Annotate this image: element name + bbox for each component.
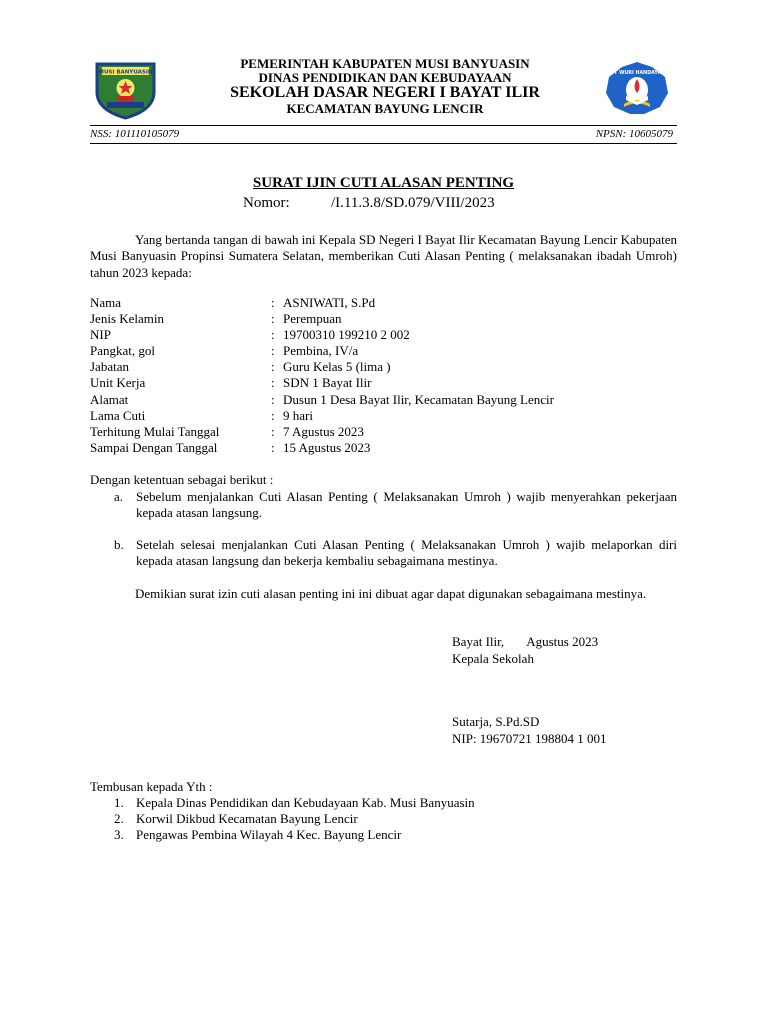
field-value: Perempuan: [283, 311, 342, 326]
header-government: PEMERINTAH KABUPATEN MUSI BANYUASIN: [240, 56, 530, 71]
tembusan-item: Kepala Dinas Pendidikan dan Kebudayaan Kab. Musi Banyuasin: [136, 795, 475, 810]
field-label: Alamat: [90, 392, 129, 407]
header-divider-top: [90, 125, 677, 126]
field-separator: :: [271, 424, 275, 439]
signature-nip: NIP: 19670721 198804 1 001: [452, 731, 607, 746]
letter-number-value: /I.11.3.8/SD.079/VIII/2023: [331, 195, 495, 211]
field-label: Jabatan: [90, 359, 129, 374]
field-separator: :: [271, 295, 275, 310]
ketentuan-item: Setelah selesai menjalankan Cuti Alasan Penting ( Melaksanakan Umroh ) wajib melaporkan diri kepada atasan langsung dan bekerja kembaliu sebagaimana mestinya.: [136, 537, 677, 569]
intro-paragraph: Yang bertanda tangan di bawah ini Kepala SD Negeri I Bayat Ilir Kecamatan Bayung Lencir Kabupaten Musi Banyuasin Propinsi Sumatera Selatan, memberikan Cuti Alasan Penting ( melaksanakan ibadah Umroh) tahun 2023 kepada:: [90, 232, 677, 280]
letter-number-label: Nomor:: [243, 195, 290, 211]
signature-name: Sutarja, S.Pd.SD: [452, 714, 540, 729]
field-value: 7 Agustus 2023: [283, 424, 364, 439]
tembusan-item: Pengawas Pembina Wilayah 4 Kec. Bayung Lencir: [136, 827, 402, 842]
tembusan-marker: 3.: [114, 827, 124, 842]
signature-position: Kepala Sekolah: [452, 651, 534, 666]
letter-number: [243, 195, 495, 212]
field-label: Nama: [90, 295, 122, 310]
field-value: 15 Agustus 2023: [283, 440, 371, 455]
tembusan-marker: 2.: [114, 811, 124, 826]
field-label: Pangkat, gol: [90, 343, 155, 358]
field-label: Sampai Dengan Tanggal: [90, 440, 218, 455]
svg-text:MUSI BANYUASIN: MUSI BANYUASIN: [98, 69, 153, 76]
field-value: SDN 1 Bayat Ilir: [283, 375, 372, 390]
header-divider-bottom: [90, 143, 677, 144]
field-label: Unit Kerja: [90, 375, 146, 390]
ketentuan-item: Sebelum menjalankan Cuti Alasan Penting ( Melaksanakan Umroh ) wajib menyerahkan pekerjaan kepada atasan langsung.: [136, 489, 677, 521]
header-department: DINAS PENDIDIKAN DAN KEBUDAYAAN: [258, 70, 512, 85]
svg-text:TUT WURI HANDAYANI: TUT WURI HANDAYANI: [607, 71, 667, 76]
field-separator: :: [271, 327, 275, 342]
field-separator: :: [271, 359, 275, 374]
field-label: Jenis Kelamin: [90, 311, 165, 326]
field-value: Guru Kelas 5 (lima ): [283, 359, 391, 374]
ketentuan-marker: b.: [114, 537, 124, 552]
kabupaten-logo: [93, 58, 158, 120]
signature-place-date: Bayat Ilir, Agustus 2023: [452, 634, 599, 649]
closing-paragraph: Demikian surat izin cuti alasan penting ini ini dibuat agar dapat digunakan sebagaimana mestinya.: [135, 586, 647, 601]
field-value: ASNIWATI, S.Pd: [283, 295, 376, 310]
field-label: Terhitung Mulai Tanggal: [90, 424, 220, 439]
field-value: 9 hari: [283, 408, 313, 423]
field-value: Pembina, IV/a: [283, 343, 359, 358]
field-value: 19700310 199210 2 002: [283, 327, 410, 342]
ketentuan-heading: Dengan ketentuan sebagai berikut :: [90, 472, 274, 487]
field-value: Dusun 1 Desa Bayat Ilir, Kecamatan Bayung Lencir: [283, 392, 554, 407]
field-separator: :: [271, 392, 275, 407]
nss-number: NSS: 101110105079: [90, 128, 180, 140]
header-district: KECAMATAN BAYUNG LENCIR: [286, 101, 484, 116]
tembusan-item: Korwil Dikbud Kecamatan Bayung Lencir: [136, 811, 358, 826]
field-separator: :: [271, 311, 275, 326]
tembusan-heading: Tembusan kepada Yth :: [90, 779, 213, 794]
field-separator: :: [271, 408, 275, 423]
field-label: Lama Cuti: [90, 408, 146, 423]
field-separator: :: [271, 343, 275, 358]
field-separator: :: [271, 440, 275, 455]
tembusan-marker: 1.: [114, 795, 124, 810]
header-school-name: SEKOLAH DASAR NEGERI I BAYAT ILIR: [230, 84, 540, 101]
letter-title: SURAT IJIN CUTI ALASAN PENTING: [252, 175, 515, 191]
field-label: NIP: [90, 327, 111, 342]
npsn-number: NPSN: 10605079: [595, 128, 673, 140]
ketentuan-marker: a.: [114, 489, 124, 504]
field-separator: :: [271, 375, 275, 390]
